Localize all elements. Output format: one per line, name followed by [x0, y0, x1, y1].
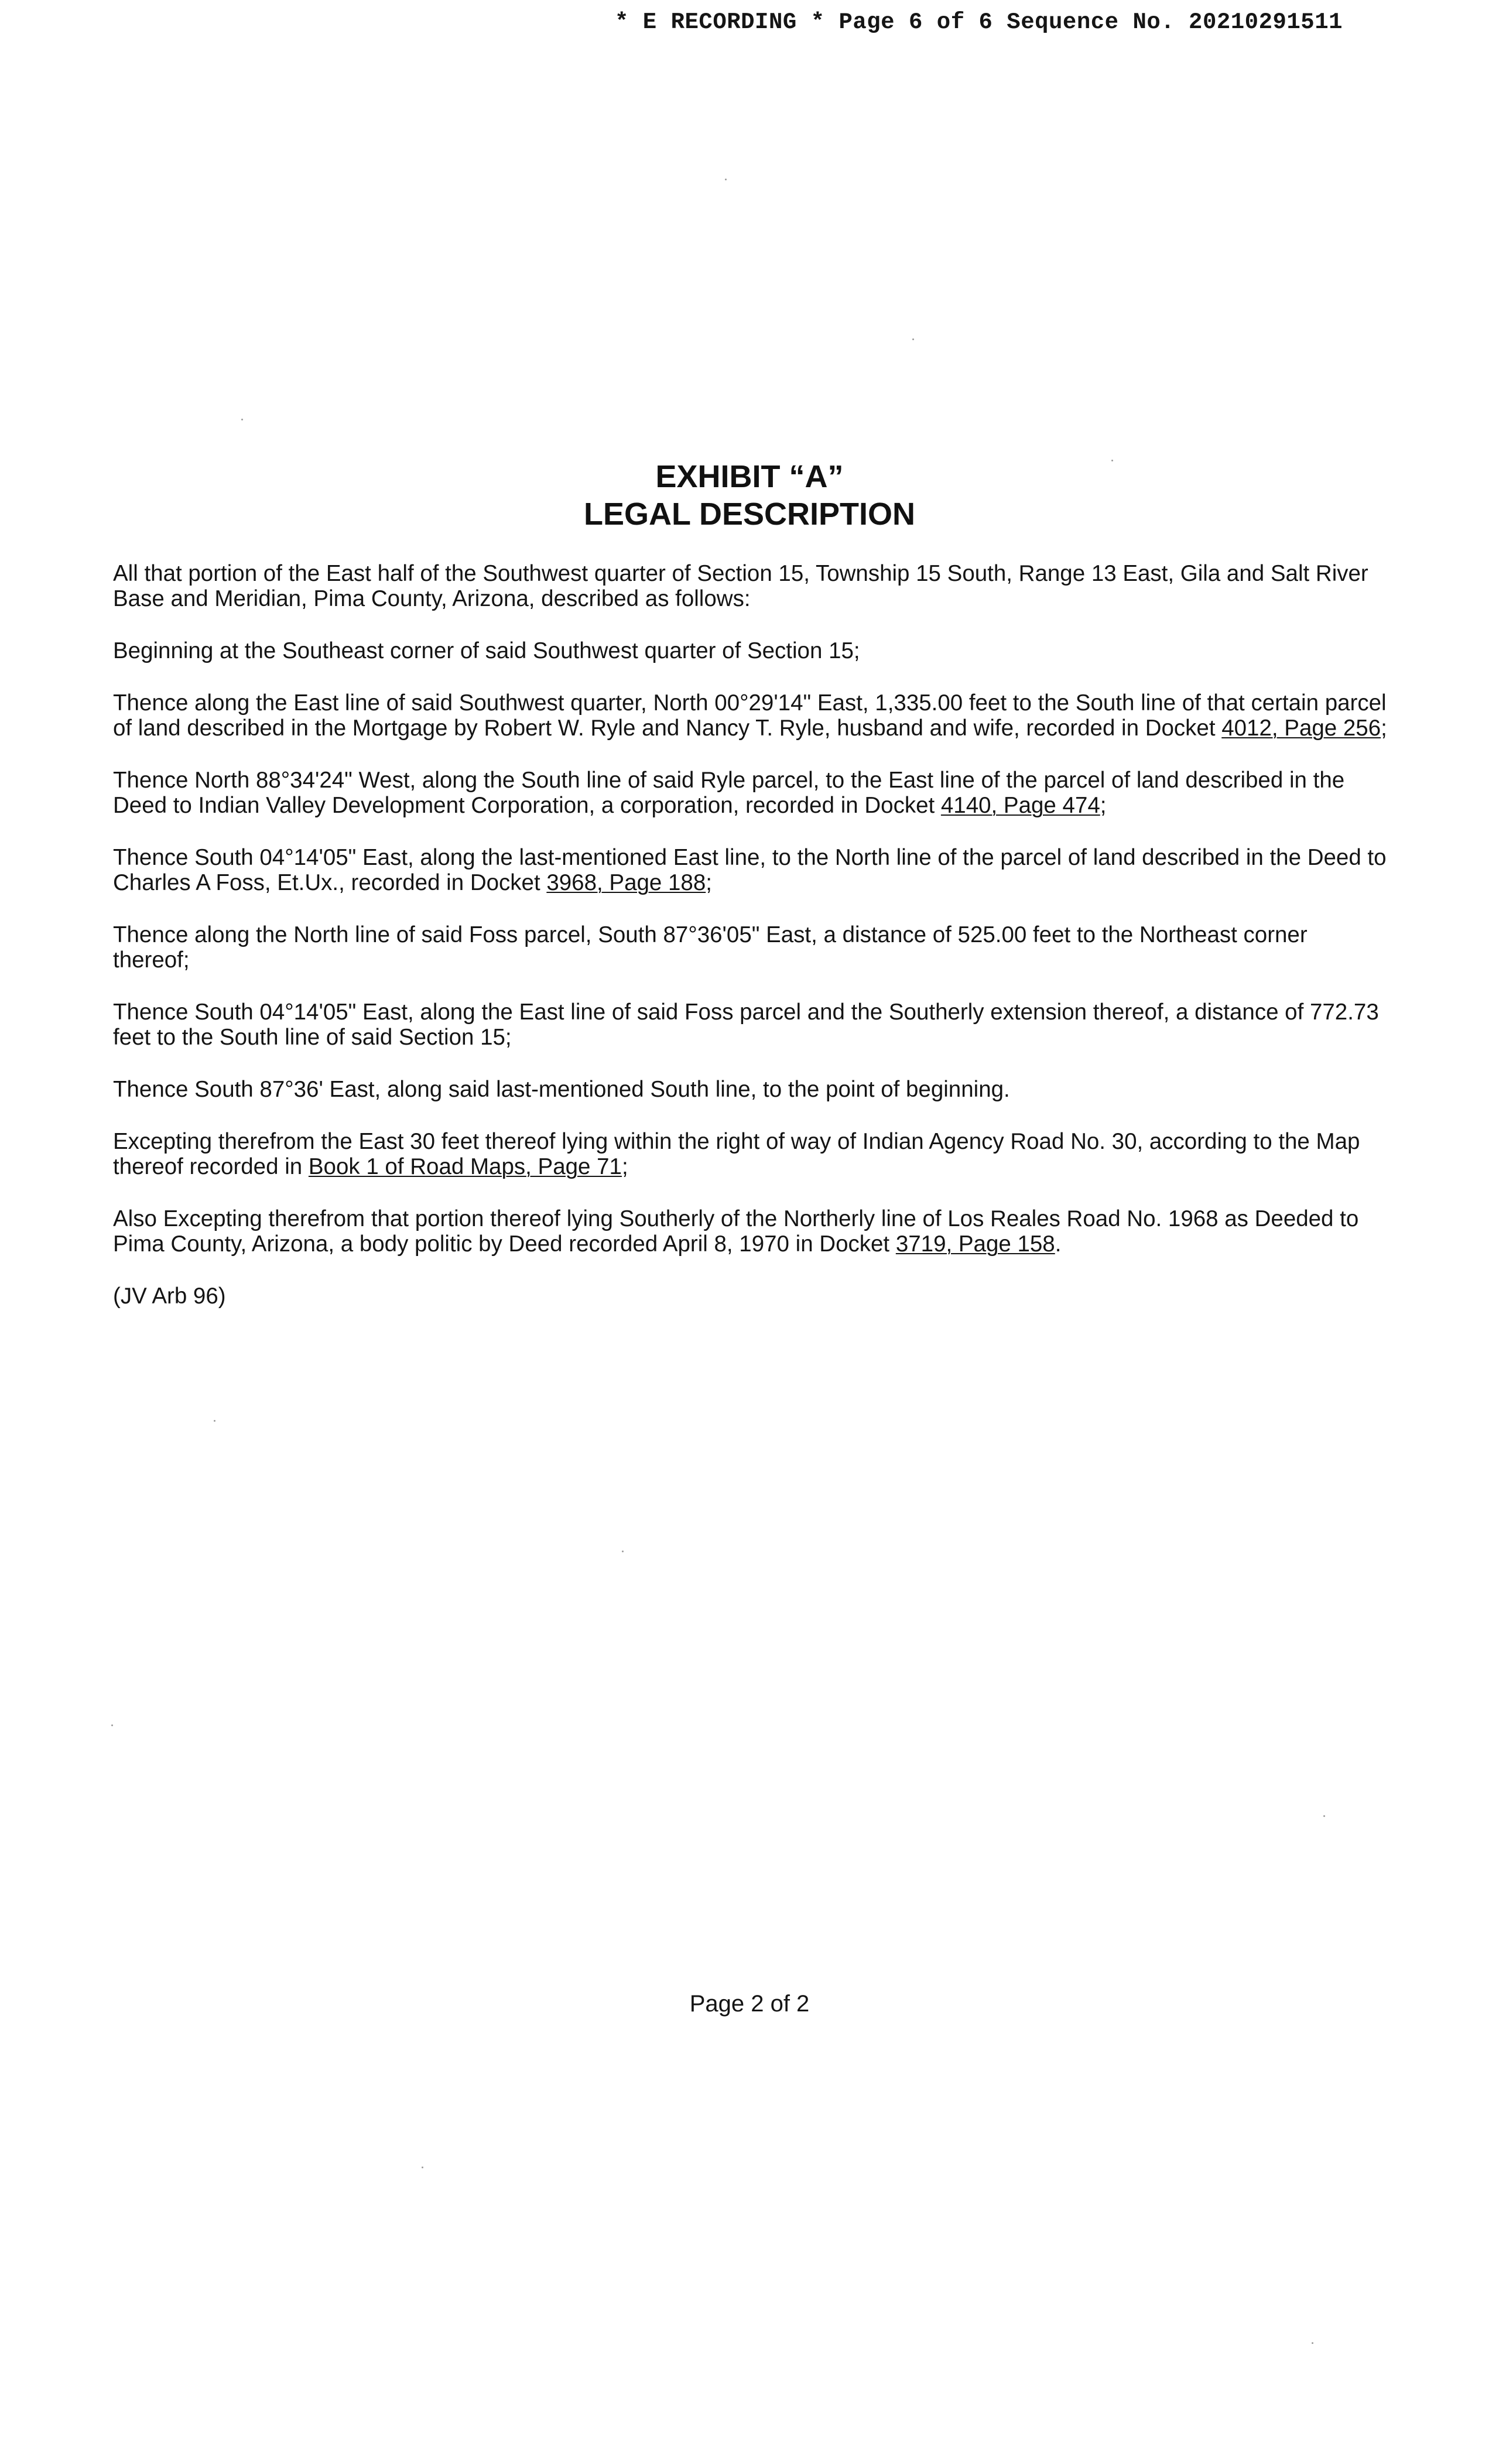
scan-speck	[241, 419, 243, 420]
scan-speck	[422, 2167, 423, 2168]
scan-speck	[1111, 460, 1113, 461]
docket-reference: 3719, Page 158	[895, 1231, 1055, 1257]
scan-speck	[111, 1724, 113, 1726]
course-paragraph-4: Thence along the North line of said Foss parcel, South 87°36'05" East, a distance of 525.00 feet to the Northeast corner thereof;	[113, 922, 1308, 973]
scan-speck	[622, 1551, 624, 1552]
docket-reference: 4012, Page 256	[1221, 716, 1381, 741]
scan-speck	[1312, 2342, 1313, 2344]
scan-speck	[214, 1420, 215, 1422]
course-1-text: Thence along the East line of said Southwest quarter, North 00°29'14" East, 1,335.00 feet to the South line of that certain parcel of land described in the Mortgage by Robert W. Ryle and Nancy T. Ryle, husband and wife, recorded in Docket	[113, 690, 1387, 741]
scan-speck	[1323, 1815, 1325, 1817]
reference-note: (JV Arb 96)	[113, 1284, 226, 1309]
legal-description-heading: LEGAL DESCRIPTION	[583, 497, 916, 532]
course-2-text: Thence North 88°34'24" West, along the South line of said Ryle parcel, to the East line of the parcel of land described in the Deed to Indian Valley Development Corporation, a corporation, recorded in Docket	[113, 768, 1345, 818]
beginning-paragraph: Beginning at the Southeast corner of said Southwest quarter of Section 15;	[113, 638, 860, 663]
course-2-end: ;	[1100, 793, 1107, 818]
course-paragraph-2	[113, 768, 1390, 818]
exception-2-text: Also Excepting therefrom that portion thereof lying Southerly of the Northerly line of Los Reales Road No. 1968 as Deeded to Pima County, Arizona, a body politic by Deed recorded April 8, 1970 in Docket	[113, 1206, 1359, 1257]
exception-1-end: ;	[621, 1154, 628, 1179]
scan-speck	[912, 338, 914, 340]
exception-1-text: Excepting therefrom the East 30 feet thereof lying within the right of way of Indian Agency Road No. 30, according to the Map thereof recorded in	[113, 1129, 1360, 1179]
exception-paragraph-2	[113, 1206, 1390, 1257]
road-map-reference: Book 1 of Road Maps, Page 71	[308, 1154, 622, 1179]
recording-header: * E RECORDING * Page 6 of 6 Sequence No. 20210291511	[615, 9, 1343, 35]
course-paragraph-6: Thence South 87°36' East, along said last-mentioned South line, to the point of beginning.	[113, 1077, 1010, 1102]
exception-2-end: .	[1055, 1231, 1062, 1257]
intro-paragraph: All that portion of the East half of the Southwest quarter of Section 15, Township 15 South, Range 13 East, Gila and Salt River Base and Meridian, Pima County, Arizona, described as follows:	[113, 561, 1368, 611]
exhibit-title	[0, 458, 1499, 533]
course-paragraph-3	[113, 845, 1390, 895]
course-3-text: Thence South 04°14'05" East, along the last-mentioned East line, to the North line of the parcel of land described in the Deed to Charles A Foss, Et.Ux., recorded in Docket	[113, 845, 1387, 895]
course-1-end: ;	[1381, 716, 1387, 741]
scan-speck	[725, 179, 727, 180]
page-number: Page 2 of 2	[689, 1991, 810, 2017]
exception-paragraph-1	[113, 1129, 1390, 1179]
course-paragraph-1	[113, 690, 1390, 741]
course-paragraph-5: Thence South 04°14'05" East, along the East line of said Foss parcel and the Southerly extension thereof, a distance of 772.73 feet to the South line of said Section 15;	[113, 1000, 1379, 1050]
docket-reference: 3968, Page 188	[546, 870, 706, 895]
course-3-end: ;	[706, 870, 712, 895]
legal-description-body	[113, 561, 1390, 1336]
docket-reference: 4140, Page 474	[940, 793, 1100, 818]
exhibit-title-line: EXHIBIT “A”	[655, 459, 844, 494]
